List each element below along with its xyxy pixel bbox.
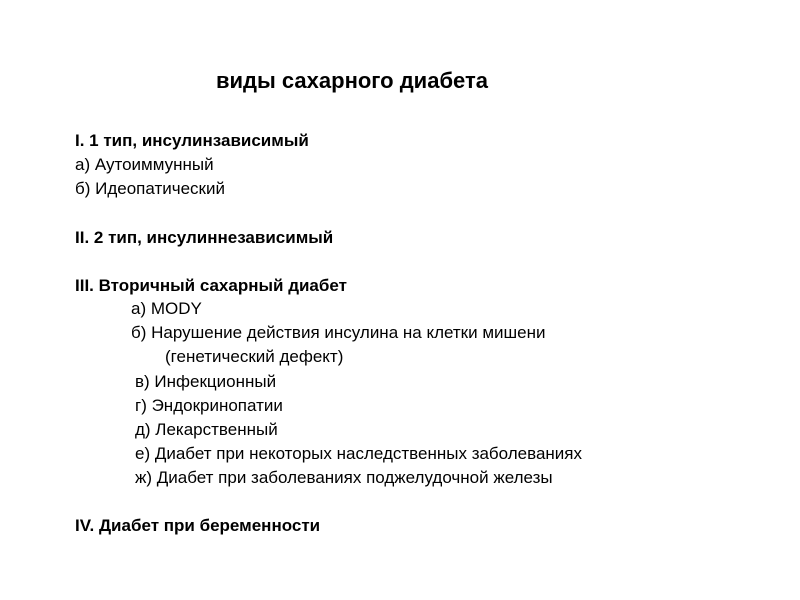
section-3-item-v: в) Инфекционный [135,372,277,391]
section-3-item-d: д) Лекарственный [135,420,278,439]
section-3-item-zh: ж) Диабет при заболеваниях поджелудочной железы [135,468,553,487]
section-4-heading: IV. Диабет при беременности [75,516,321,535]
section-1-heading: I. 1 тип, инсулинзависимый [75,131,309,150]
section-3-item-b: б) Нарушение действия инсулина на клетки мишени [131,323,546,342]
section-3-heading: III. Вторичный сахарный диабет [75,276,347,295]
section-3-item-a: а) MODY [131,299,202,318]
section-2-heading: II. 2 тип, инсулиннезависимый [75,228,334,247]
section-3-item-e: е) Диабет при некоторых наследственных заболеваниях [135,444,583,463]
section-1-item-b: б) Идеопатический [75,179,225,198]
section-3-item-g: г) Эндокринопатии [135,396,283,415]
slide-title: виды сахарного диабета [216,68,488,93]
section-3-item-b-continuation: (генетический дефект) [165,347,344,366]
section-1-item-a: а) Аутоиммунный [75,155,214,174]
